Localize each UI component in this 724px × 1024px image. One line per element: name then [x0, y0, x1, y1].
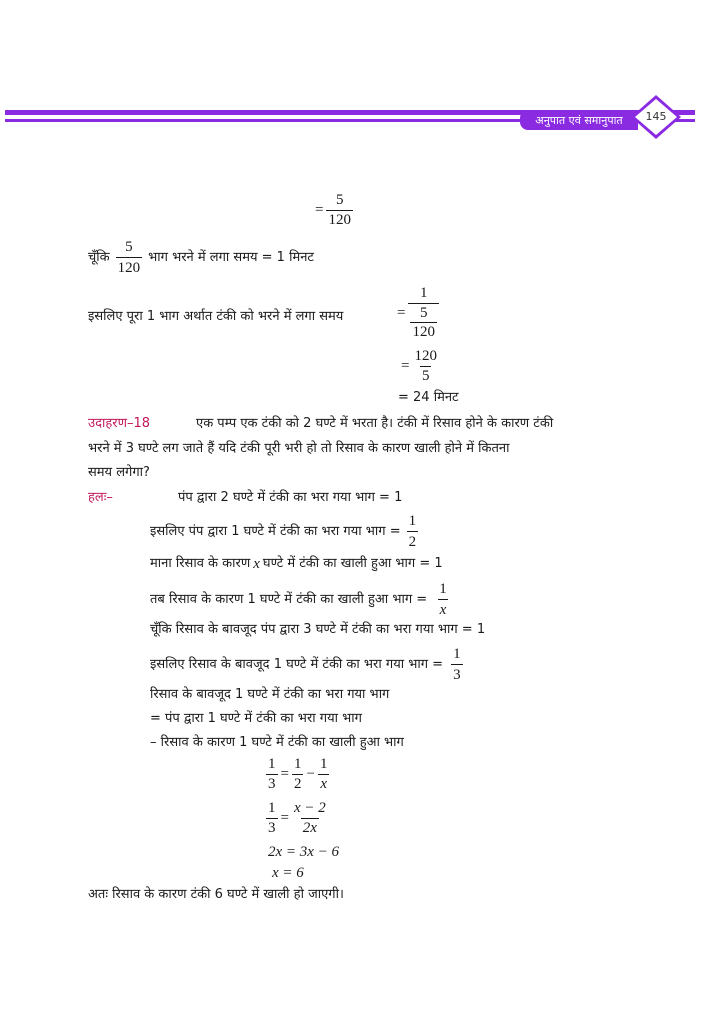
solution-step-5: चूँकि रिसाव के बावजूद पंप द्वारा 3 घण्टे में टंकी का भरा गया भाग = 1 [150, 622, 486, 637]
calc-result: = 24 मिनट [398, 390, 459, 405]
fraction-5-120: $\frac{5}{120}$ [328, 192, 351, 228]
calc-line-3: इसलिए पूरा 1 भाग अर्थात टंकी को भरने में लगा समय [88, 309, 344, 324]
solution-step-4: तब रिसाव के कारण 1 घण्टे में टंकी का खाली हुआ भाग = $\frac{1}{x}$ [150, 581, 447, 618]
calc-line-4: = $\frac{120}{5}$ [401, 348, 437, 384]
calc-complex-fraction: = 1 5 120 [394, 285, 439, 341]
fraction-5-120-inline: $\frac{5}{120}$ [117, 239, 141, 276]
equation-4: x = 6 [272, 865, 304, 881]
equation-2: $\frac{1}{3}$ = $\frac{x - 2}{2x}$ [268, 800, 326, 836]
example-line-3: समय लगेगा? [88, 465, 150, 480]
solution-step-2: इसलिए पंप द्वारा 1 घण्टे में टंकी का भरा गया भाग = $\frac{1}{2}$ [150, 513, 417, 550]
solution-step-9: – रिसाव के कारण 1 घण्टे में टंकी का खाली हुआ भाग [150, 735, 404, 750]
equation-1: $\frac{1}{3}$ = $\frac{1}{2}$ − $\frac{1}{x}$ [268, 756, 328, 792]
example-line-1: एक पम्प एक टंकी को 2 घण्टे में भरता है। टंकी में रिसाव होने के कारण टंकी [196, 416, 554, 431]
solution-step-1: पंप द्वारा 2 घण्टे में टंकी का भरा गया भाग = 1 [178, 490, 403, 505]
calc-line-2: चूँकि $\frac{5}{120}$ भाग भरने में लगा समय = 1 मिनट [88, 239, 314, 276]
chapter-title-box [520, 110, 638, 130]
page-number: 145 [645, 110, 667, 123]
example-label: उदाहरण–18 [88, 416, 151, 431]
calc-line-1: = $\frac{5}{120}$ [315, 192, 351, 228]
solution-step-6: इसलिए रिसाव के बावजूद 1 घण्टे में टंकी का भरा गया भाग = $\frac{1}{3}$ [150, 646, 461, 683]
chapter-title: अनुपात एवं समानुपात [535, 113, 623, 127]
solution-step-8: = पंप द्वारा 1 घण्टे में टंकी का भरा गया भाग [150, 711, 362, 726]
solution-step-7: रिसाव के बावजूद 1 घण्टे में टंकी का भरा गया भाग [150, 687, 390, 702]
equation-3: 2x = 3x − 6 [268, 844, 340, 860]
solution-step-3: माना रिसाव के कारण x घण्टे में टंकी का खाली हुआ भाग = 1 [150, 556, 443, 572]
solution-label: हलः– [88, 490, 113, 505]
example-line-2: भरने में 3 घण्टे लग जाते हैं यदि टंकी पूरी भरी हो तो रिसाव के कारण खाली होने में कितना [88, 441, 510, 456]
conclusion: अतः रिसाव के कारण टंकी 6 घण्टे में खाली हो जाएगी। [88, 887, 344, 902]
